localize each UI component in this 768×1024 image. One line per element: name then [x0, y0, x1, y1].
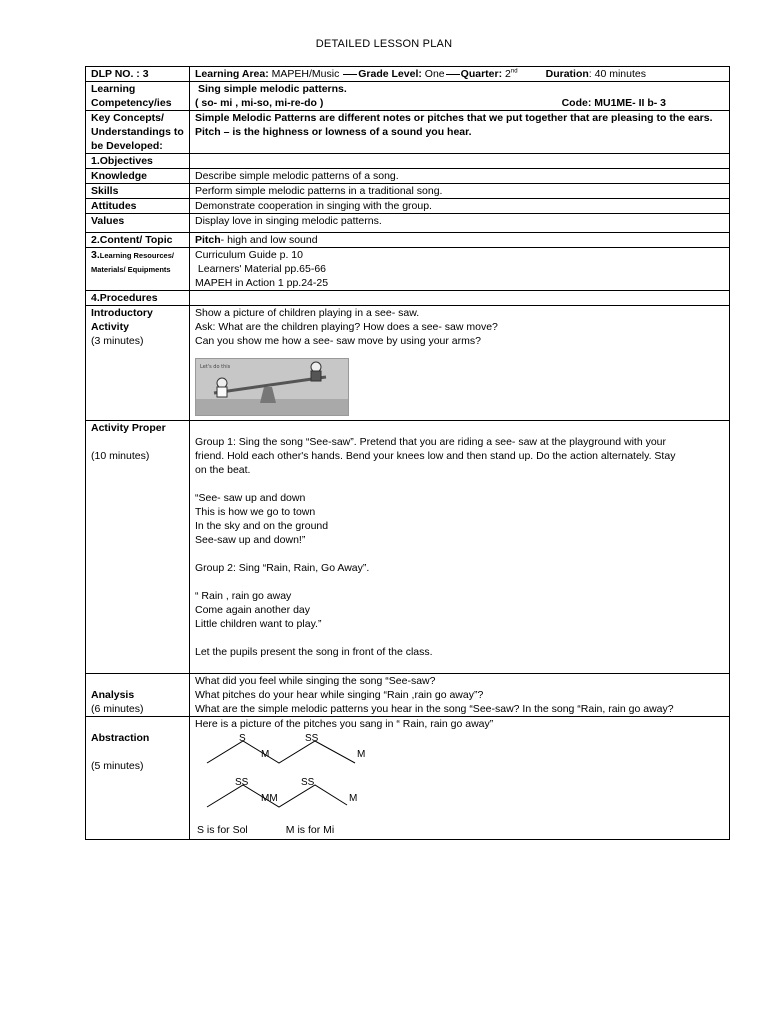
song1-line: “See- saw up and down — [195, 492, 306, 504]
grade-level-value: One — [424, 68, 445, 80]
song2-line: Come again another day — [195, 604, 310, 616]
note-label: MM — [261, 793, 278, 804]
note-label: SS — [235, 777, 249, 788]
note-label: S — [239, 733, 246, 744]
intro-activity-time: (3 minutes) — [91, 335, 144, 347]
objective-label: Attitudes — [86, 199, 190, 214]
lesson-plan-table — [85, 66, 730, 840]
song2-line: Little children want to play.” — [195, 618, 322, 630]
quarter-label: Quarter: — [460, 68, 503, 80]
resource-item: Curriculum Guide p. 10 — [195, 249, 303, 261]
song1-line: See-saw up and down!” — [195, 534, 306, 546]
song1-line: In the sky and on the ground — [195, 520, 329, 532]
abstraction-time: (5 minutes) — [91, 760, 144, 772]
intro-activity-label: Introductory Activity — [91, 307, 153, 333]
header-row — [86, 67, 730, 82]
objectives-heading-row — [86, 154, 730, 169]
group1-line: friend. Hold each other's hands. Bend your knees low and then stand up. Do the action alternately. Stay — [195, 450, 676, 462]
procedures-heading: 4.Procedures — [86, 291, 190, 306]
competency-code: Code: MU1ME- II b- 3 — [561, 97, 666, 109]
header-info — [190, 67, 730, 82]
analysis-label: Analysis — [91, 689, 135, 701]
content-topic-detail: - high and low sound — [220, 234, 318, 246]
objective-row — [86, 184, 730, 199]
quarter-value: 2 — [505, 68, 511, 80]
objective-value: Perform simple melodic patterns in a traditional song. — [190, 184, 730, 199]
song2-line: “ Rain , rain go away — [195, 590, 292, 602]
quarter-suffix: nd — [510, 68, 518, 75]
resource-item: MAPEH in Action 1 pp.24-25 — [195, 277, 329, 289]
competency-line2: ( so- mi , mi-so, mi-re-do ) — [195, 97, 324, 109]
activity-proper-label: Activity Proper — [91, 422, 166, 434]
objective-label: Skills — [86, 184, 190, 199]
resources-label: Learning Resources/ Materials/ Equipments — [91, 251, 174, 274]
objective-row — [86, 214, 730, 233]
competency-line1: Sing simple melodic patterns. — [198, 83, 347, 95]
group1-line: on the beat. — [195, 464, 251, 476]
procedures-heading-row — [86, 291, 730, 306]
objective-value: Describe simple melodic patterns of a song. — [190, 169, 730, 184]
content-row — [86, 233, 730, 248]
intro-activity-row — [86, 306, 730, 421]
group2-line: Group 2: Sing “Rain, Rain, Go Away”. — [195, 562, 370, 574]
legend-sol: S is for Sol — [197, 824, 248, 836]
competency-row — [86, 82, 730, 111]
activity-proper-row — [86, 421, 730, 674]
analysis-line: What are the simple melodic patterns you hear in the song “See-saw? In the song “Rain, rain go away? — [195, 703, 674, 715]
duration-value: : 40 minutes — [588, 68, 646, 80]
resource-item: Learners' Material pp.65-66 — [195, 263, 326, 275]
abstraction-label: Abstraction — [91, 732, 150, 744]
analysis-time: (6 minutes) — [91, 703, 144, 715]
abstraction-intro: Here is a picture of the pitches you sang in “ Rain, rain go away” — [195, 718, 494, 730]
note-label: M — [261, 749, 270, 760]
analysis-line: What pitches do your hear while singing “Rain ,rain go away”? — [195, 689, 484, 701]
note-label: SS — [305, 733, 319, 744]
key-concepts-label: Key Concepts/ Understandings to be Developed: — [86, 111, 190, 154]
resources-row — [86, 248, 730, 291]
objectives-heading: 1.Objectives — [86, 154, 190, 169]
content-topic: Pitch — [195, 234, 221, 246]
learning-area-value: MAPEH/Music — [271, 68, 340, 80]
intro-line: Ask: What are the children playing? How does a see- saw move? — [195, 321, 498, 333]
document-title: DETAILED LESSON PLAN — [315, 38, 453, 50]
analysis-line: What did you feel while singing the song “See-saw? — [195, 675, 436, 687]
dlp-number: DLP NO. : 3 — [86, 67, 190, 82]
objective-value: Demonstrate cooperation in singing with the group. — [190, 199, 730, 214]
intro-line: Can you show me how a see- saw move by using your arms? — [195, 335, 481, 347]
analysis-row — [86, 674, 730, 717]
key-concepts-row — [86, 111, 730, 154]
closing-line: Let the pupils present the song in front of the class. — [195, 646, 433, 658]
note-label: M — [349, 793, 358, 804]
objective-label: Values — [86, 214, 190, 233]
content-label: 2.Content/ Topic — [86, 233, 190, 248]
resources-number: 3. — [91, 249, 100, 261]
pitch-pattern-diagram — [195, 731, 395, 823]
seesaw-picture — [195, 358, 349, 416]
objective-label: Knowledge — [86, 169, 190, 184]
abstraction-row — [86, 717, 730, 840]
activity-proper-time: (10 minutes) — [91, 450, 150, 462]
group1-line: Group 1: Sing the song “See-saw”. Pretend that you are riding a see- saw at the playground with your — [195, 436, 667, 448]
legend-mi: M is for Mi — [285, 824, 335, 836]
note-label: SS — [301, 777, 315, 788]
svg-text:Let's do this: Let's do this — [200, 364, 231, 370]
learning-area-label: Learning Area: — [195, 68, 269, 80]
note-label: M — [357, 749, 366, 760]
intro-line: Show a picture of children playing in a see- saw. — [195, 307, 420, 319]
objective-row — [86, 199, 730, 214]
key-concept-2: Pitch – is the highness or lowness of a sound you hear. — [195, 126, 472, 138]
grade-level-label: Grade Level: — [358, 68, 422, 80]
competency-label: Learning Competency/ies — [86, 82, 190, 111]
key-concept-1: Simple Melodic Patterns are different notes or pitches that we put together that are pleasing to the ears. — [195, 112, 713, 124]
duration-label: Duration — [545, 68, 589, 80]
objective-value: Display love in singing melodic patterns. — [190, 214, 730, 233]
song1-line: This is how we go to town — [195, 506, 316, 518]
objective-row — [86, 169, 730, 184]
